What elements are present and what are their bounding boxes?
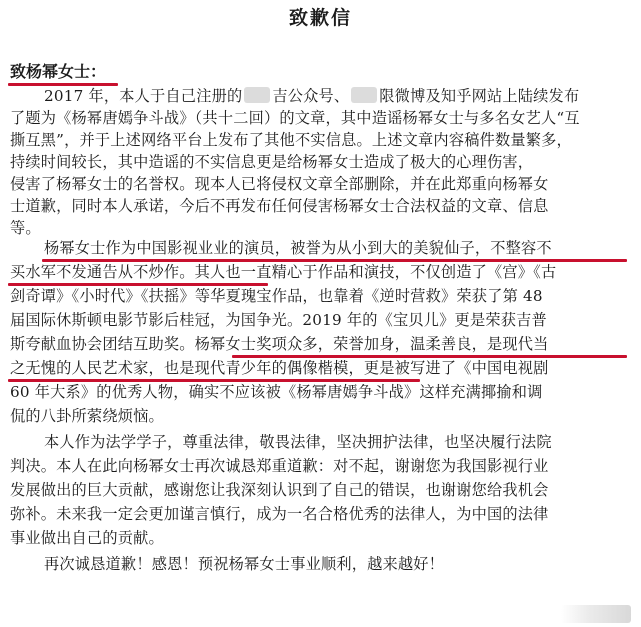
text-line: 斯夸献血协会团结互助奖。杨幂女士奖项众多，荣誉加身，温柔善良，是现代当 <box>10 335 549 353</box>
redaction-blur <box>351 87 377 103</box>
text-line: 事业做出自己的贡献。 <box>10 529 164 547</box>
redaction-blur <box>244 87 270 103</box>
text-line: 60 年大系》的优秀人物，确实不应该被《杨幂唐嫣争斗战》这样充满揶揄和调 <box>10 383 543 401</box>
text-line: 判决。本人在此向杨幂女士再次诚恳郑重道歉：对不起，谢谢您为我国影视行业 <box>10 457 549 475</box>
text-line: 本人作为法学学子，尊重法律，敬畏法律，坚决拥护法律，也坚决履行法院 <box>44 433 552 451</box>
text-line: 届国际休斯顿电影节影后桂冠，为国争光。2019 年的《宝贝儿》更是荣获吉普 <box>10 311 547 329</box>
text-line: 买水军不发通告从不炒作。其人也一直精心于作品和演技，不仅创造了《宫》《古 <box>10 263 557 281</box>
text-line: 侵害了杨幂女士的名誉权。现本人已将侵权文章全部删除，并在此郑重向杨幂女 <box>10 175 549 193</box>
text-line: 侃的八卦所萦绕烦恼。 <box>10 407 164 425</box>
text-line: 再次诚恳道歉！感恩！预祝杨幂女士事业顺利，越来越好！ <box>44 555 445 573</box>
text-line: 撕互黑”，并于上述网络平台上发布了其他不实信息。上述文章内容稿件数量繁多， <box>10 131 572 149</box>
text-line: 持续时间较长，其中造谣的不实信息更是给杨幂女士造成了极大的心理伤害， <box>10 153 534 171</box>
scan-smudge <box>561 605 631 623</box>
text-line: 剑奇谭》《小时代》《扶摇》等华夏瑰宝作品，也靠着《逆时营救》荣获了第 48 <box>10 287 543 305</box>
text-line: 杨幂女士作为中国影视业业的演员，被誉为从小到大的美貌仙子，不整容不 <box>44 239 552 257</box>
salutation: 致杨幂女士： <box>10 62 107 81</box>
text-line: 士道歉，同时本人承诺，今后不再发布任何侵害杨幂女士合法权益的文章、信息 <box>10 197 549 215</box>
text-line: 发展做出的巨大贡献，感谢您让我深刻认识到了自己的错误，也谢谢您给我机会 <box>10 481 549 499</box>
text-line: 弥补。未来我一定会更加谨言慎行，成为一名合格优秀的法律人，为中国的法律 <box>10 505 549 523</box>
text-line: 等。 <box>10 219 41 237</box>
text-line: 了题为《杨幂唐嫣争斗战》（共十二回）的文章，其中造谣杨幂女士与多名女艺人“互 <box>10 109 580 127</box>
letter-title: 致歉信 <box>288 7 352 29</box>
text-line: 之无愧的人民艺术家，也是现代青少年的偶像楷模，更是被写进了《中国电视剧 <box>10 359 549 377</box>
text-line: 2017 年，本人于自己注册的 吉公众号、 限微博及知乎网站上陆续发布 <box>44 87 580 105</box>
